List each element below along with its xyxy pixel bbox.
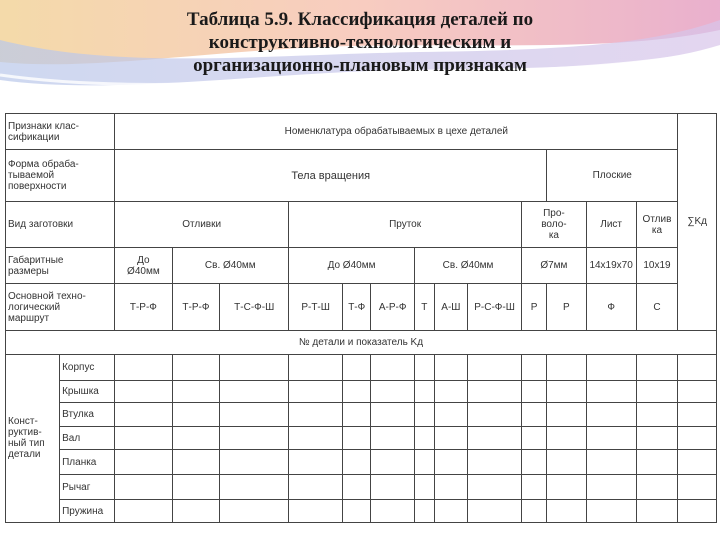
route-cell: А-Ш	[434, 284, 467, 331]
header-blank-type: Вид заготовки	[6, 202, 115, 248]
route-cell: А-Р-Ф	[371, 284, 415, 331]
constructive-type-header: Конст- руктив- ный тип детали	[6, 354, 60, 522]
part-number-header: № детали и показатель Kд	[6, 330, 717, 354]
table-row	[6, 380, 717, 402]
part-type-label: Втулка	[60, 402, 115, 427]
row-surface-form	[6, 150, 717, 202]
rotation-bodies-cell: Тела вращения	[115, 150, 547, 202]
wire-cell: Про- воло- ка	[522, 202, 587, 248]
route-cell: Р-С-Ф-Ш	[468, 284, 522, 331]
table-row	[6, 450, 717, 475]
row-classification	[6, 114, 717, 150]
route-cell: Ф	[586, 284, 636, 331]
route-cell: С	[636, 284, 678, 331]
route-cell: Т	[414, 284, 434, 331]
header-classification: Признаки клас- сификации	[6, 114, 115, 150]
route-cell: Т-Ф	[343, 284, 371, 331]
route-cell: Т-Р-Ф	[115, 284, 172, 331]
castings-cell: Отливки	[115, 202, 289, 248]
row-route	[6, 284, 717, 331]
sum-kd-header: ∑Kд	[678, 114, 717, 331]
part-type-label: Пружина	[60, 500, 115, 523]
title-line-2: конструктивно-технологическим и	[208, 32, 512, 53]
dim-cell-2: Св. Ø40мм	[172, 247, 289, 283]
table-row	[6, 402, 717, 427]
table-row	[6, 500, 717, 523]
part-type-label: Рычаг	[60, 475, 115, 500]
route-cell: Р-Т-Ш	[289, 284, 343, 331]
dim-cell-4: Св. Ø40мм	[414, 247, 521, 283]
bar-stock-cell: Пруток	[289, 202, 522, 248]
route-cell: Р	[547, 284, 587, 331]
classification-table	[5, 113, 717, 523]
header-route: Основной техно- логический маршрут	[6, 284, 115, 331]
header-nomenclature: Номенклатура обрабатываемых в цехе деталей	[115, 114, 678, 150]
table-row	[6, 475, 717, 500]
casting-cell: Отлив ка	[636, 202, 678, 248]
title-line-3: организационно-плановым признакам	[193, 55, 527, 76]
part-type-label: Вал	[60, 427, 115, 450]
dim-cell-5: Ø7мм	[522, 247, 587, 283]
part-type-label: Планка	[60, 450, 115, 475]
row-blank-type	[6, 202, 717, 248]
table-row	[6, 354, 717, 380]
dim-cell-1: До Ø40мм	[115, 247, 172, 283]
row-dimensions	[6, 247, 717, 283]
part-type-label: Корпус	[60, 354, 115, 380]
sheet-cell: Лист	[586, 202, 636, 248]
header-surface-form: Форма обраба- тываемой поверхности	[6, 150, 115, 202]
route-cell: Р	[522, 284, 547, 331]
dim-cell-3: До Ø40мм	[289, 247, 415, 283]
flat-cell: Плоские	[547, 150, 678, 202]
dim-cell-7: 10х19	[636, 247, 678, 283]
table-row	[6, 427, 717, 450]
dim-cell-6: 14х19х70	[586, 247, 636, 283]
header-dimensions: Габаритные размеры	[6, 247, 115, 283]
page-title	[0, 8, 720, 77]
route-cell: Т-С-Ф-Ш	[220, 284, 289, 331]
row-part-number	[6, 330, 717, 354]
part-type-label: Крышка	[60, 380, 115, 402]
route-cell: Т-Р-Ф	[172, 284, 220, 331]
title-line-1: Таблица 5.9. Классификация деталей по	[186, 9, 534, 30]
